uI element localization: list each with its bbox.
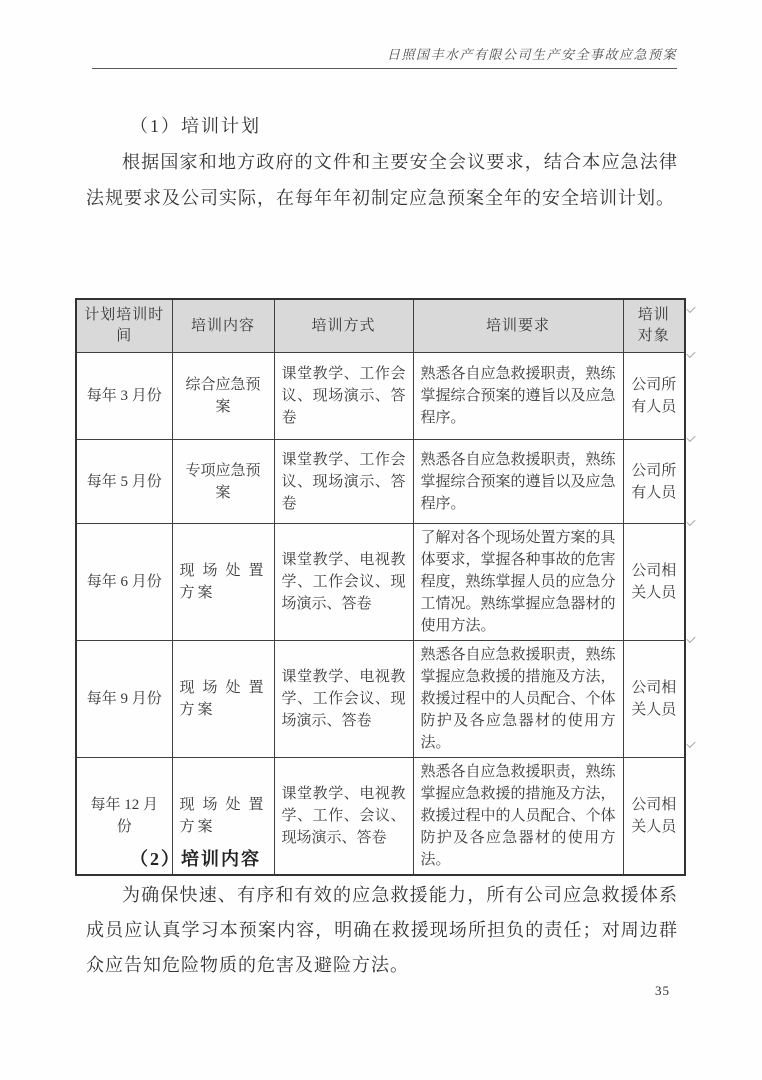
cell-method: 课堂教学、电视教学、工作会议、现场演示、答卷 xyxy=(274,524,413,641)
section-1-paragraph: 根据国家和地方政府的文件和主要安全会议要求，结合本应急法律法规要求及公司实际，在每年年初制定应急预案全年的安全培训计划。 xyxy=(86,152,678,208)
table-edge-mark-icon xyxy=(686,634,695,643)
cell-time: 每年 3 月份 xyxy=(76,353,172,440)
cell-time: 每年 9 月份 xyxy=(76,641,172,758)
table-edge-mark-icon xyxy=(686,349,695,358)
table-row xyxy=(76,641,685,758)
cell-requirement: 熟悉各自应急救援职责，熟练掌握应急救援的措施及方法，救援过程中的人员配合、个体防护及各应急器材的使用方法。 xyxy=(413,641,623,758)
cell-requirement: 熟悉各自应急救援职责，熟练掌握综合预案的遵旨以及应急程序。 xyxy=(413,440,623,524)
cell-time: 每年 5 月份 xyxy=(76,440,172,524)
col-header-requirement: 培训要求 xyxy=(413,299,623,353)
table-edge-mark-icon xyxy=(686,517,695,526)
section-1-heading: （1）培训计划 xyxy=(130,116,261,136)
training-plan-table xyxy=(75,298,686,876)
cell-target: 公司相关人员 xyxy=(623,758,685,876)
table-edge-mark-icon xyxy=(686,304,695,313)
cell-content: 综合应急预案 xyxy=(172,353,274,440)
header-rule xyxy=(92,68,677,69)
cell-content: 现场处置方案 xyxy=(172,524,274,641)
table-edge-mark-icon xyxy=(686,433,695,442)
cell-requirement: 熟悉各自应急救援职责，熟练掌握综合预案的遵旨以及应急程序。 xyxy=(413,353,623,440)
section-2-paragraph: 为确保快速、有序和有效的应急救援能力，所有公司应急救援体系成员应认真学习本预案内容，明确在救援现场所担负的责任；对周边群众应告知危险物质的危害及避险方法。 xyxy=(86,885,678,975)
cell-content: 现场处置方案 xyxy=(172,641,274,758)
section-2-heading: （2）培训内容 xyxy=(130,849,261,869)
cell-time: 每年 6 月份 xyxy=(76,524,172,641)
cell-method: 课堂教学、工作会议、现场演示、答卷 xyxy=(274,353,413,440)
table-edge-mark-icon xyxy=(686,739,695,748)
training-plan-table-container xyxy=(75,298,686,876)
running-header-title: 日照国丰水产有限公司生产安全事故应急预案 xyxy=(386,47,677,62)
cell-content: 现场处置方案 xyxy=(172,758,274,876)
cell-method: 课堂教学、工作会议、现场演示、答卷 xyxy=(274,440,413,524)
table-row xyxy=(76,353,685,440)
cell-target: 公司相关人员 xyxy=(623,524,685,641)
cell-content: 专项应急预案 xyxy=(172,440,274,524)
cell-requirement: 了解对各个现场处置方案的具体要求，掌握各种事故的危害程度，熟练掌握人员的应急分工情况。熟练掌握应急器材的使用方法。 xyxy=(413,524,623,641)
table-header-row xyxy=(76,299,685,353)
cell-method: 课堂教学、电视教学、工作、会议、现场演示、答卷 xyxy=(274,758,413,876)
col-header-method: 培训方式 xyxy=(274,299,413,353)
cell-target: 公司所有人员 xyxy=(623,440,685,524)
cell-time: 每年 12 月份 xyxy=(76,758,172,876)
table-row xyxy=(76,440,685,524)
page-number: 35 xyxy=(655,983,670,998)
table-row xyxy=(76,524,685,641)
cell-method: 课堂教学、电视教学、工作会议、现场演示、答卷 xyxy=(274,641,413,758)
cell-requirement: 熟悉各自应急救援职责，熟练掌握应急救援的措施及方法，救援过程中的人员配合、个体防护及各应急器材的使用方法。 xyxy=(413,758,623,876)
col-header-target: 培训对象 xyxy=(623,299,685,353)
col-header-content: 培训内容 xyxy=(172,299,274,353)
col-header-plan-time: 计划培训时间 xyxy=(76,299,172,353)
cell-target: 公司相关人员 xyxy=(623,641,685,758)
cell-target: 公司所有人员 xyxy=(623,353,685,440)
